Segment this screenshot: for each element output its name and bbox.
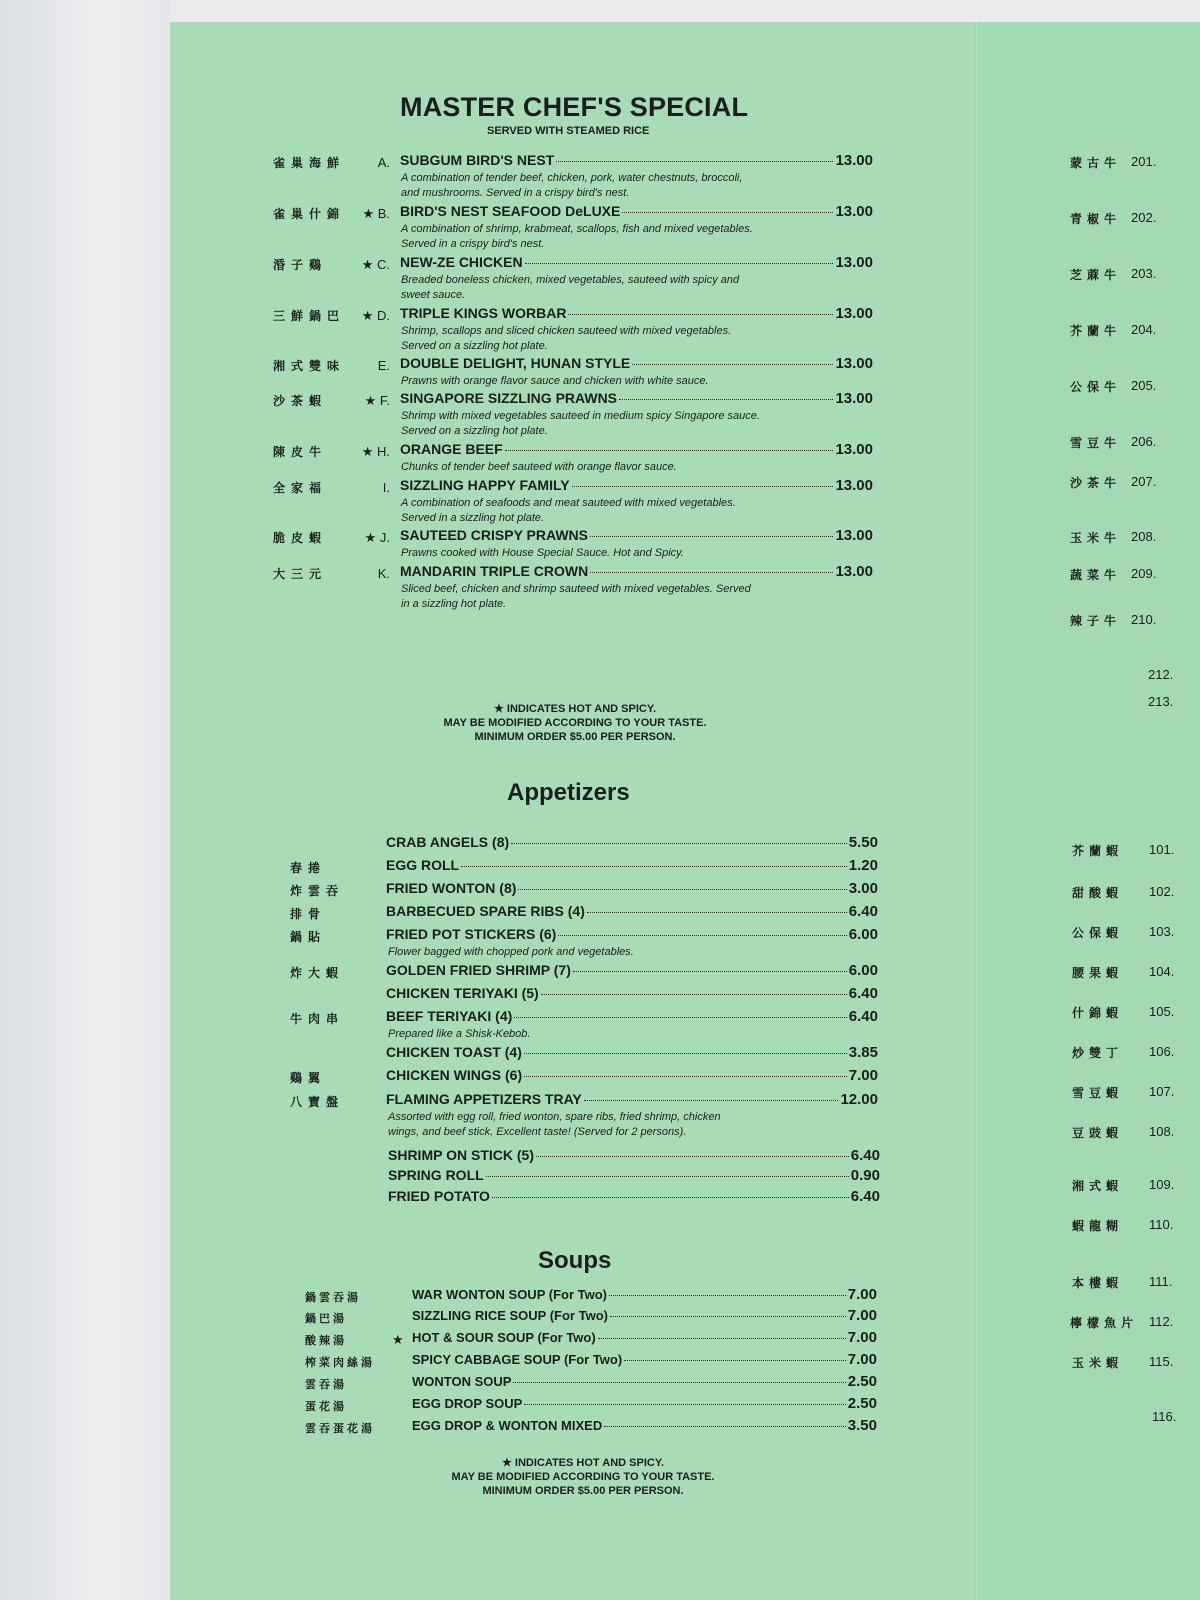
item-number: 107. (1149, 1084, 1175, 1099)
item-name: SHRIMP ON STICK (5) (388, 1147, 534, 1163)
item-price: 6.00 (848, 962, 878, 979)
dot-leader (524, 1076, 847, 1077)
item-price: 6.40 (850, 1188, 880, 1205)
menu-item-row (386, 926, 878, 943)
master-title: MASTER CHEF'S SPECIAL (400, 92, 749, 122)
item-price: 13.00 (835, 203, 873, 220)
menu-item-row (412, 1373, 877, 1390)
dot-leader (461, 866, 847, 867)
dot-leader (619, 399, 833, 400)
chinese-name: 大三元 (273, 567, 328, 581)
chinese-name: 腰果蝦 (1072, 966, 1124, 980)
item-price: 13.00 (835, 441, 873, 458)
dot-leader (536, 1156, 849, 1157)
chinese-name: 甜酸蝦 (1072, 886, 1124, 900)
chinese-name: 春捲 (290, 861, 327, 875)
item-description: Breaded boneless chicken, mixed vegetables, sauteed with spicy and sweet sauce. (401, 274, 740, 301)
item-description: Flower bagged with chopped pork and vegetables. (388, 946, 634, 958)
item-name: EGG ROLL (386, 857, 460, 873)
menu-item-row (400, 390, 873, 407)
item-code: ★ H. (361, 444, 390, 459)
menu-item-row (386, 880, 878, 897)
item-description: Chunks of tender beef sauteed with orange flavor sauce. (401, 461, 677, 473)
chinese-name: 八寶盤 (290, 1095, 345, 1109)
dot-leader (511, 843, 847, 844)
item-number: 204. (1131, 322, 1157, 337)
item-price: 13.00 (835, 563, 873, 580)
dot-leader (590, 536, 833, 537)
item-number: 213. (1148, 694, 1174, 709)
item-name: SAUTEED CRISPY PRAWNS (400, 527, 588, 543)
dot-leader (505, 450, 834, 451)
chinese-name: 脆皮蝦 (273, 531, 328, 545)
menu-item-row (412, 1417, 877, 1434)
item-price: 3.85 (848, 1044, 878, 1061)
item-description: Shrimp with mixed vegetables sauteed in medium spicy Singapore sauce. Served on a sizzling hot plate. (401, 410, 760, 437)
menu-item-row (400, 254, 873, 271)
note-line: MAY BE MODIFIED ACCORDING TO YOUR TASTE. (451, 1471, 715, 1483)
item-name: WONTON SOUP (412, 1374, 512, 1389)
menu-item-row (386, 1008, 878, 1025)
dot-leader (524, 1053, 847, 1054)
chinese-name: 蝦龍糊 (1072, 1219, 1124, 1233)
menu-item-row (412, 1329, 877, 1346)
menu-item-row (412, 1286, 877, 1303)
item-price: 7.00 (847, 1329, 877, 1346)
menu-item-row (400, 477, 873, 494)
chinese-name: 榨菜肉絲湯 (305, 1356, 375, 1369)
item-name: FLAMING APPETIZERS TRAY (386, 1091, 582, 1107)
chinese-name: 陳皮牛 (273, 445, 328, 459)
item-price: 13.00 (835, 390, 873, 407)
item-description: Prepared like a Shisk-Kebob. (388, 1028, 531, 1040)
item-code: ★ D. (361, 308, 390, 323)
chinese-name: 公保牛 (1070, 380, 1122, 394)
item-number: 108. (1149, 1124, 1175, 1139)
note-line: ★ INDICATES HOT AND SPICY. (501, 1457, 665, 1469)
item-code: ★ B. (362, 206, 390, 221)
item-number: 110. (1149, 1217, 1174, 1232)
item-name: SIZZLING RICE SOUP (For Two) (412, 1308, 608, 1323)
dot-leader (632, 364, 833, 365)
menu-item-row (386, 834, 878, 851)
item-description: Prawns with orange flavor sauce and chicken with white sauce. (401, 375, 709, 387)
chinese-name: 豆豉蝦 (1072, 1126, 1124, 1140)
chinese-name: 雀巢海鮮 (273, 156, 346, 170)
item-description: Shrimp, scallops and sliced chicken sauteed with mixed vegetables. Served on a sizzling hot plate. (401, 325, 732, 352)
dot-leader (573, 971, 847, 972)
menu-item-row (400, 527, 873, 544)
countertop (0, 0, 170, 1600)
item-number: 207. (1131, 474, 1157, 489)
dot-leader (518, 889, 846, 890)
item-name: CHICKEN WINGS (6) (386, 1067, 523, 1083)
item-number: 202. (1131, 210, 1157, 225)
item-name: EGG DROP SOUP (412, 1396, 523, 1411)
chinese-name: 鷄翼 (290, 1071, 327, 1085)
dot-leader (541, 994, 847, 995)
item-code: I. (382, 480, 390, 495)
dot-leader (513, 1382, 845, 1383)
chinese-name: 湘式蝦 (1072, 1179, 1124, 1193)
menu-item-row (400, 563, 873, 580)
item-name: CHICKEN TOAST (4) (386, 1044, 522, 1060)
chinese-name: 蔬菜牛 (1070, 568, 1122, 582)
dot-leader (525, 263, 834, 264)
item-price: 2.50 (847, 1373, 877, 1390)
dot-leader (558, 935, 846, 936)
chinese-name: 蒙古牛 (1070, 156, 1122, 170)
chinese-name: 青椒牛 (1070, 212, 1122, 226)
dot-leader (598, 1338, 846, 1339)
item-price: 7.00 (848, 1067, 878, 1084)
note-line: MINIMUM ORDER $5.00 PER PERSON. (482, 1485, 684, 1497)
item-price: 6.40 (850, 1147, 880, 1164)
chinese-name: 本樓蝦 (1072, 1276, 1124, 1290)
chinese-name: 蛋花湯 (305, 1400, 347, 1413)
menu-item-row (386, 903, 878, 920)
item-name: SIZZLING HAPPY FAMILY (400, 477, 570, 493)
item-number: 112. (1149, 1314, 1174, 1329)
chinese-name: 鍋貼 (290, 930, 327, 944)
item-price: 13.00 (835, 152, 873, 169)
chinese-name: 雲吞湯 (305, 1378, 347, 1391)
chinese-name: 沙茶牛 (1070, 476, 1122, 490)
appetizers-title: Appetizers (507, 779, 630, 806)
item-price: 6.40 (848, 985, 878, 1002)
chinese-name: 酸辣湯 (305, 1334, 347, 1347)
note-line: MAY BE MODIFIED ACCORDING TO YOUR TASTE. (443, 717, 707, 729)
chinese-name: 玉米牛 (1070, 531, 1122, 545)
chinese-name: 雪豆牛 (1070, 436, 1122, 450)
item-price: 13.00 (835, 305, 873, 322)
chinese-name: 芥蘭牛 (1070, 324, 1122, 338)
menu-item-row (386, 1044, 878, 1061)
item-code: ★ J. (364, 530, 390, 545)
dot-leader (604, 1426, 846, 1427)
item-price: 13.00 (835, 527, 873, 544)
item-price: 6.00 (848, 926, 878, 943)
item-name: TRIPLE KINGS WORBAR (400, 305, 567, 321)
dot-leader (486, 1176, 849, 1177)
item-number: 101. (1149, 842, 1175, 857)
soups-title: Soups (538, 1247, 612, 1274)
item-number: 209. (1131, 566, 1157, 581)
item-code: E. (377, 358, 390, 373)
item-price: 13.00 (835, 355, 873, 372)
item-number: 104. (1149, 964, 1175, 979)
dot-leader (624, 1360, 846, 1361)
master-note (410, 702, 740, 744)
item-price: 3.00 (848, 880, 878, 897)
chinese-name: 湘式雙味 (273, 359, 346, 373)
menu-item-row (400, 441, 873, 458)
dot-leader (568, 314, 833, 315)
menu-item-row (400, 355, 873, 372)
dot-leader (556, 161, 833, 162)
item-name: HOT & SOUR SOUP (For Two) (412, 1330, 596, 1345)
item-price: 1.20 (848, 857, 878, 874)
chinese-name: 三鮮鍋巴 (273, 309, 346, 323)
item-name: NEW-ZE CHICKEN (400, 254, 523, 270)
dot-leader (622, 212, 833, 213)
dot-leader (492, 1197, 849, 1198)
item-name: ORANGE BEEF (400, 441, 503, 457)
item-price: 7.00 (847, 1351, 877, 1368)
menu-item-row (400, 203, 873, 220)
chinese-name: 芥蘭蝦 (1072, 844, 1124, 858)
chinese-name: 沙茶蝦 (273, 394, 328, 408)
item-price: 7.00 (847, 1307, 877, 1324)
item-description: A combination of seafoods and meat sauteed with mixed vegetables. Served in a sizzling hot plate. (401, 497, 736, 524)
chinese-name: 鍋巴湯 (305, 1312, 347, 1325)
item-name: DOUBLE DELIGHT, HUNAN STYLE (400, 355, 631, 371)
item-price: 0.90 (850, 1167, 880, 1184)
item-number: 201. (1131, 154, 1157, 169)
dot-leader (609, 1295, 846, 1296)
item-number: 109. (1149, 1177, 1175, 1192)
chinese-name: 排骨 (290, 907, 327, 921)
item-price: 13.00 (835, 477, 873, 494)
item-number: 206. (1131, 434, 1157, 449)
chinese-name: 牛肉串 (290, 1012, 345, 1026)
menu-item-row (386, 1091, 878, 1108)
paper-fold (975, 22, 979, 1600)
chinese-name: 公保蝦 (1072, 926, 1124, 940)
chinese-name: 炸雲吞 (290, 884, 345, 898)
item-name: SINGAPORE SIZZLING PRAWNS (400, 390, 618, 406)
menu-sheet (170, 22, 1200, 1600)
menu-item-row (388, 1147, 880, 1164)
menu-item-row (412, 1395, 877, 1412)
item-name: SPICY CABBAGE SOUP (For Two) (412, 1352, 623, 1367)
menu-item-row (386, 962, 878, 979)
item-code: ★ C. (361, 257, 390, 272)
menu-item-row (386, 857, 878, 874)
item-price: 13.00 (835, 254, 873, 271)
item-price: 2.50 (847, 1395, 877, 1412)
item-number: 102. (1149, 884, 1175, 899)
chinese-name: 炒雙丁 (1072, 1046, 1124, 1060)
menu-item-row (388, 1167, 880, 1184)
chinese-name: 玉米蝦 (1072, 1356, 1124, 1370)
hot-spicy-star-icon: ★ (392, 1332, 404, 1347)
item-code: K. (377, 566, 390, 581)
dot-leader (572, 486, 834, 487)
item-number: 115. (1149, 1354, 1174, 1369)
item-description: Prawns cooked with House Special Sauce. Hot and Spicy. (401, 547, 684, 559)
item-description: Assorted with egg roll, fried wonton, spare ribs, fried shrimp, chicken wings, and beef stick, Excellent taste! (Served for 2 persons). (388, 1111, 721, 1138)
item-description: A combination of shrimp, krabmeat, scallops, fish and mixed vegetables. Served in a crispy bird's nest. (401, 223, 753, 250)
chinese-name: 芝蔴牛 (1070, 268, 1122, 282)
menu-item-row (400, 152, 873, 169)
item-name: FRIED POT STICKERS (6) (386, 926, 557, 942)
item-number: 105. (1149, 1004, 1175, 1019)
item-name: SPRING ROLL (388, 1167, 484, 1183)
item-name: FRIED WONTON (8) (386, 880, 517, 896)
menu-item-row (386, 985, 878, 1002)
dot-leader (587, 912, 847, 913)
item-price: 7.00 (847, 1286, 877, 1303)
item-name: GOLDEN FRIED SHRIMP (7) (386, 962, 571, 978)
item-name: BIRD'S NEST SEAFOOD DeLUXE (400, 203, 621, 219)
item-name: MANDARIN TRIPLE CROWN (400, 563, 589, 579)
item-description: A combination of tender beef, chicken, pork, water chestnuts, broccoli, and mushrooms. Served in a crispy bird's nest. (401, 172, 743, 199)
chinese-name: 辣子牛 (1070, 614, 1122, 628)
item-code: ★ F. (364, 393, 390, 408)
chinese-name: 什錦蝦 (1072, 1006, 1124, 1020)
chinese-name: 雲吞蛋花湯 (305, 1422, 375, 1435)
item-number: 106. (1149, 1044, 1175, 1059)
item-price: 6.40 (848, 903, 878, 920)
item-name: EGG DROP & WONTON MIXED (412, 1418, 603, 1433)
item-name: WAR WONTON SOUP (For Two) (412, 1287, 607, 1302)
item-name: CHICKEN TERIYAKI (5) (386, 985, 539, 1001)
item-name: BEEF TERIYAKI (4) (386, 1008, 513, 1024)
dot-leader (590, 572, 833, 573)
item-number: 111. (1149, 1274, 1173, 1289)
item-number: 208. (1131, 529, 1157, 544)
chinese-name: 雪豆蝦 (1072, 1086, 1124, 1100)
soups-note (418, 1456, 748, 1498)
note-line: MINIMUM ORDER $5.00 PER PERSON. (474, 731, 676, 743)
item-name: BARBECUED SPARE RIBS (4) (386, 903, 585, 919)
chinese-name: 雀巢什錦 (273, 207, 346, 221)
item-price: 6.40 (848, 1008, 878, 1025)
item-number: 103. (1149, 924, 1175, 939)
item-name: SUBGUM BIRD'S NEST (400, 152, 555, 168)
item-name: CRAB ANGELS (8) (386, 834, 510, 850)
master-subtitle: SERVED WITH STEAMED RICE (487, 125, 650, 137)
dot-leader (524, 1404, 846, 1405)
note-line: ★ INDICATES HOT AND SPICY. (493, 703, 657, 715)
menu-item-row (386, 1067, 878, 1084)
menu-item-row (388, 1188, 880, 1205)
item-number: 212. (1148, 667, 1174, 682)
item-price: 3.50 (847, 1417, 877, 1434)
menu-item-row (400, 305, 873, 322)
chinese-name: 炸大蝦 (290, 966, 345, 980)
item-name: FRIED POTATO (388, 1188, 490, 1204)
menu-item-row (412, 1351, 877, 1368)
chinese-name: 檸檬魚片 (1070, 1316, 1139, 1330)
item-description: Sliced beef, chicken and shrimp sauteed with mixed vegetables. Served in a sizzling hot plate. (401, 583, 751, 610)
menu-item-row (412, 1307, 877, 1324)
chinese-name: 全家福 (273, 481, 328, 495)
dot-leader (610, 1316, 846, 1317)
item-number: 116. (1152, 1409, 1177, 1424)
chinese-name: 鍋雲吞湯 (305, 1291, 361, 1304)
dot-leader (584, 1100, 839, 1101)
item-number: 205. (1131, 378, 1157, 393)
item-price: 5.50 (848, 834, 878, 851)
item-code: A. (377, 155, 390, 170)
item-number: 203. (1131, 266, 1157, 281)
item-price: 12.00 (840, 1091, 878, 1108)
dot-leader (514, 1017, 847, 1018)
chinese-name: 涽子鷄 (273, 258, 328, 272)
item-number: 210. (1131, 612, 1157, 627)
